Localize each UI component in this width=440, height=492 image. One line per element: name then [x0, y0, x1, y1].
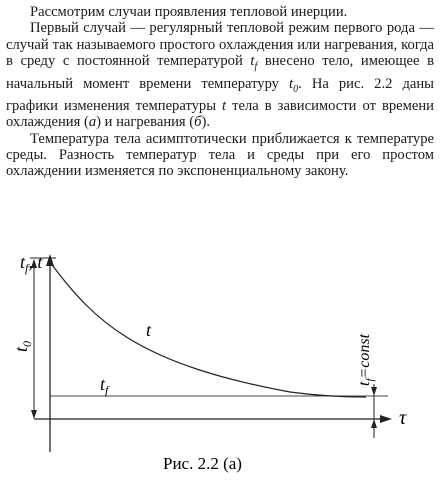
variable-t: t — [222, 97, 227, 114]
paragraph-asymptotic: Температура тела асимптотически приближается к температуре среды. Разность температур тела и среды при его простом охлаждении изменяется по экспоненциальному закону. — [6, 130, 434, 180]
paragraph-first-case: Первый случай — регулярный тепловой режим первого рода — случай так называемого простого охлаждения или нагревания, когда в среду с постоянной температурой $t_f$ внесено тело, имеющее в начальный момент времени температуру $t_0$. На рис. 2.2 даны графики изменения температуры t тела в зависимости от времени охлаждения (а) и нагревания (б). — [6, 20, 434, 131]
tf-arrow-bottom — [371, 419, 377, 428]
t0-arrow-bottom — [31, 410, 37, 419]
curve-label: t — [146, 320, 152, 340]
figure-caption: Рис. 2.2 (а) — [163, 454, 242, 473]
t0-label: $t_0$ — [11, 340, 34, 352]
variable-tf: $t_f$ — [250, 53, 258, 73]
variable-t0: $t_0$ — [289, 75, 299, 95]
x-axis-arrow — [380, 415, 392, 423]
tf-arrow-top — [371, 387, 377, 396]
y-axis-arrow — [46, 254, 54, 266]
paragraph-intro: Рассмотрим случаи проявления тепловой инерции. — [30, 4, 348, 20]
y-axis-label: $t_f$, t — [20, 252, 43, 275]
variable-б: б — [194, 114, 202, 131]
tf-const-label: $t_f=const$ — [356, 333, 376, 386]
baseline-label: $t_f$ — [100, 374, 109, 397]
x-axis-label: τ — [399, 407, 407, 429]
cooling-curve — [50, 262, 366, 397]
variable-а: а — [88, 114, 97, 131]
